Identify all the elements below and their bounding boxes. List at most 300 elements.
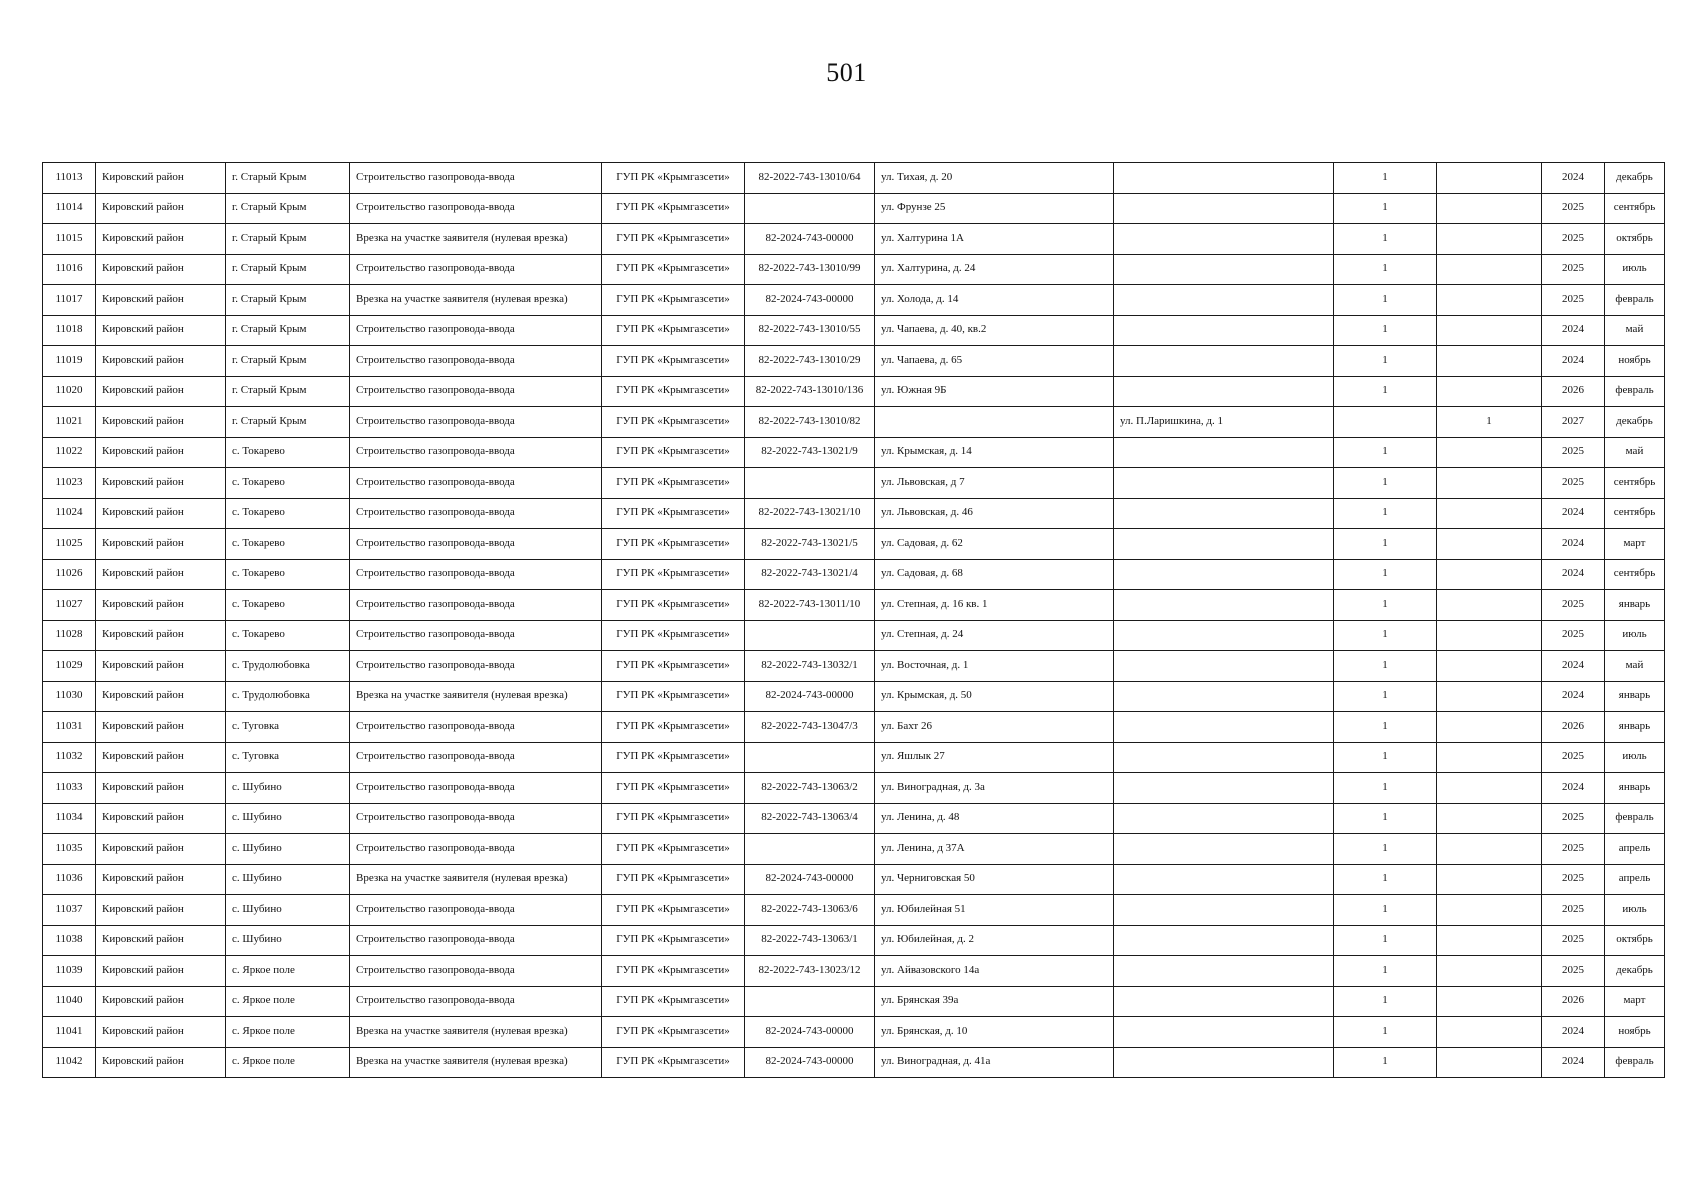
address-secondary-cell (1114, 224, 1334, 255)
tech-conditions-number-cell: 82-2022-743-13010/29 (745, 346, 875, 377)
quantity-cell: 1 (1334, 1017, 1437, 1048)
table-row (43, 498, 1665, 529)
tech-conditions-number-cell: 82-2024-743-00000 (745, 285, 875, 316)
organization-cell: ГУП РК «Крымгазсети» (602, 407, 745, 438)
work-type-cell: Врезка на участке заявителя (нулевая врезка) (350, 1017, 602, 1048)
month-cell: декабрь (1605, 956, 1665, 987)
year-cell: 2024 (1542, 681, 1605, 712)
tech-conditions-number-cell (745, 742, 875, 773)
tech-conditions-number-cell: 82-2022-743-13032/1 (745, 651, 875, 682)
work-type-cell: Строительство газопровода-ввода (350, 529, 602, 560)
address-cell: ул. Халтурина 1А (875, 224, 1114, 255)
month-cell: июль (1605, 254, 1665, 285)
address-cell: ул. Чапаева, д. 65 (875, 346, 1114, 377)
work-type-cell: Строительство газопровода-ввода (350, 315, 602, 346)
table-row (43, 895, 1665, 926)
district-cell: Кировский район (96, 925, 226, 956)
work-type-cell: Врезка на участке заявителя (нулевая врезка) (350, 681, 602, 712)
table-row (43, 864, 1665, 895)
address-cell (875, 407, 1114, 438)
quantity-secondary-cell (1437, 590, 1542, 621)
district-cell: Кировский район (96, 712, 226, 743)
tech-conditions-number-cell: 82-2022-743-13011/10 (745, 590, 875, 621)
month-cell: октябрь (1605, 224, 1665, 255)
work-type-cell: Строительство газопровода-ввода (350, 956, 602, 987)
month-cell: сентябрь (1605, 559, 1665, 590)
tech-conditions-number-cell: 82-2022-743-13021/4 (745, 559, 875, 590)
address-cell: ул. Брянская 39а (875, 986, 1114, 1017)
quantity-secondary-cell (1437, 468, 1542, 499)
locality-cell: с. Токарево (226, 437, 350, 468)
quantity-secondary-cell (1437, 376, 1542, 407)
row-number: 11026 (43, 559, 96, 590)
year-cell: 2024 (1542, 529, 1605, 560)
table-row (43, 620, 1665, 651)
work-type-cell: Врезка на участке заявителя (нулевая врезка) (350, 864, 602, 895)
work-type-cell: Строительство газопровода-ввода (350, 834, 602, 865)
row-number: 11041 (43, 1017, 96, 1048)
address-cell: ул. Халтурина, д. 24 (875, 254, 1114, 285)
month-cell: февраль (1605, 1047, 1665, 1078)
row-number: 11022 (43, 437, 96, 468)
address-secondary-cell (1114, 895, 1334, 926)
quantity-cell: 1 (1334, 590, 1437, 621)
locality-cell: г. Старый Крым (226, 285, 350, 316)
district-cell: Кировский район (96, 651, 226, 682)
work-type-cell: Строительство газопровода-ввода (350, 925, 602, 956)
quantity-secondary-cell (1437, 193, 1542, 224)
month-cell: апрель (1605, 834, 1665, 865)
row-number: 11039 (43, 956, 96, 987)
district-cell: Кировский район (96, 1017, 226, 1048)
table-row (43, 956, 1665, 987)
district-cell: Кировский район (96, 315, 226, 346)
row-number: 11019 (43, 346, 96, 377)
tech-conditions-number-cell: 82-2022-743-13010/64 (745, 163, 875, 194)
address-cell: ул. Львовская, д 7 (875, 468, 1114, 499)
locality-cell: с. Туговка (226, 712, 350, 743)
address-secondary-cell (1114, 376, 1334, 407)
address-cell: ул. Черниговская 50 (875, 864, 1114, 895)
tech-conditions-number-cell (745, 468, 875, 499)
table-row (43, 163, 1665, 194)
quantity-secondary-cell (1437, 315, 1542, 346)
work-type-cell: Врезка на участке заявителя (нулевая врезка) (350, 1047, 602, 1078)
row-number: 11027 (43, 590, 96, 621)
month-cell: январь (1605, 712, 1665, 743)
organization-cell: ГУП РК «Крымгазсети» (602, 956, 745, 987)
year-cell: 2025 (1542, 895, 1605, 926)
organization-cell: ГУП РК «Крымгазсети» (602, 193, 745, 224)
tech-conditions-number-cell: 82-2024-743-00000 (745, 864, 875, 895)
address-secondary-cell (1114, 864, 1334, 895)
year-cell: 2025 (1542, 864, 1605, 895)
quantity-secondary-cell (1437, 437, 1542, 468)
row-number: 11031 (43, 712, 96, 743)
row-number: 11033 (43, 773, 96, 804)
address-secondary-cell (1114, 163, 1334, 194)
row-number: 11021 (43, 407, 96, 438)
month-cell: ноябрь (1605, 1017, 1665, 1048)
month-cell: ноябрь (1605, 346, 1665, 377)
year-cell: 2026 (1542, 376, 1605, 407)
row-number: 11038 (43, 925, 96, 956)
address-secondary-cell (1114, 468, 1334, 499)
locality-cell: с. Токарево (226, 498, 350, 529)
work-type-cell: Строительство газопровода-ввода (350, 773, 602, 804)
quantity-secondary-cell (1437, 651, 1542, 682)
work-type-cell: Строительство газопровода-ввода (350, 742, 602, 773)
table-row (43, 651, 1665, 682)
year-cell: 2024 (1542, 1017, 1605, 1048)
year-cell: 2027 (1542, 407, 1605, 438)
row-number: 11015 (43, 224, 96, 255)
table-row (43, 681, 1665, 712)
quantity-secondary-cell (1437, 529, 1542, 560)
district-cell: Кировский район (96, 681, 226, 712)
address-cell: ул. Ленина, д 37А (875, 834, 1114, 865)
quantity-secondary-cell (1437, 559, 1542, 590)
work-type-cell: Строительство газопровода-ввода (350, 803, 602, 834)
row-number: 11020 (43, 376, 96, 407)
address-secondary-cell: ул. П.Ларишкина, д. 1 (1114, 407, 1334, 438)
tech-conditions-number-cell: 82-2022-743-13010/136 (745, 376, 875, 407)
locality-cell: с. Туговка (226, 742, 350, 773)
tech-conditions-number-cell: 82-2022-743-13047/3 (745, 712, 875, 743)
year-cell: 2026 (1542, 986, 1605, 1017)
address-cell: ул. Степная, д. 24 (875, 620, 1114, 651)
address-cell: ул. Юбилейная, д. 2 (875, 925, 1114, 956)
month-cell: март (1605, 529, 1665, 560)
row-number: 11032 (43, 742, 96, 773)
district-cell: Кировский район (96, 407, 226, 438)
locality-cell: с. Яркое поле (226, 1047, 350, 1078)
quantity-cell: 1 (1334, 559, 1437, 590)
district-cell: Кировский район (96, 437, 226, 468)
table-row (43, 1047, 1665, 1078)
address-cell: ул. Крымская, д. 50 (875, 681, 1114, 712)
tech-conditions-number-cell: 82-2024-743-00000 (745, 224, 875, 255)
organization-cell: ГУП РК «Крымгазсети» (602, 498, 745, 529)
work-type-cell: Строительство газопровода-ввода (350, 498, 602, 529)
address-secondary-cell (1114, 437, 1334, 468)
organization-cell: ГУП РК «Крымгазсети» (602, 1047, 745, 1078)
quantity-cell: 1 (1334, 498, 1437, 529)
organization-cell: ГУП РК «Крымгазсети» (602, 590, 745, 621)
address-secondary-cell (1114, 834, 1334, 865)
month-cell: май (1605, 315, 1665, 346)
address-secondary-cell (1114, 1017, 1334, 1048)
tech-conditions-number-cell: 82-2022-743-13063/4 (745, 803, 875, 834)
locality-cell: г. Старый Крым (226, 315, 350, 346)
address-cell: ул. Львовская, д. 46 (875, 498, 1114, 529)
tech-conditions-number-cell: 82-2022-743-13010/82 (745, 407, 875, 438)
month-cell: февраль (1605, 376, 1665, 407)
address-secondary-cell (1114, 651, 1334, 682)
table-row (43, 1017, 1665, 1048)
locality-cell: с. Токарево (226, 590, 350, 621)
locality-cell: с. Токарево (226, 559, 350, 590)
address-secondary-cell (1114, 620, 1334, 651)
organization-cell: ГУП РК «Крымгазсети» (602, 315, 745, 346)
row-number: 11028 (43, 620, 96, 651)
tech-conditions-number-cell: 82-2022-743-13010/55 (745, 315, 875, 346)
row-number: 11013 (43, 163, 96, 194)
month-cell: май (1605, 437, 1665, 468)
address-cell: ул. Тихая, д. 20 (875, 163, 1114, 194)
month-cell: июль (1605, 742, 1665, 773)
quantity-secondary-cell (1437, 712, 1542, 743)
address-secondary-cell (1114, 254, 1334, 285)
tech-conditions-number-cell: 82-2022-743-13021/10 (745, 498, 875, 529)
quantity-cell: 1 (1334, 681, 1437, 712)
table-row (43, 315, 1665, 346)
locality-cell: г. Старый Крым (226, 407, 350, 438)
district-cell: Кировский район (96, 529, 226, 560)
organization-cell: ГУП РК «Крымгазсети» (602, 925, 745, 956)
tech-conditions-number-cell: 82-2022-743-13063/1 (745, 925, 875, 956)
organization-cell: ГУП РК «Крымгазсети» (602, 681, 745, 712)
address-cell: ул. Чапаева, д. 40, кв.2 (875, 315, 1114, 346)
work-type-cell: Строительство газопровода-ввода (350, 193, 602, 224)
locality-cell: с. Шубино (226, 803, 350, 834)
year-cell: 2024 (1542, 498, 1605, 529)
organization-cell: ГУП РК «Крымгазсети» (602, 712, 745, 743)
address-cell: ул. Бахт 26 (875, 712, 1114, 743)
address-secondary-cell (1114, 193, 1334, 224)
tech-conditions-number-cell: 82-2022-743-13023/12 (745, 956, 875, 987)
address-secondary-cell (1114, 925, 1334, 956)
organization-cell: ГУП РК «Крымгазсети» (602, 864, 745, 895)
month-cell: сентябрь (1605, 468, 1665, 499)
quantity-secondary-cell (1437, 681, 1542, 712)
work-type-cell: Строительство газопровода-ввода (350, 468, 602, 499)
organization-cell: ГУП РК «Крымгазсети» (602, 468, 745, 499)
district-cell: Кировский район (96, 986, 226, 1017)
table-row (43, 468, 1665, 499)
month-cell: сентябрь (1605, 193, 1665, 224)
district-cell: Кировский район (96, 346, 226, 377)
address-secondary-cell (1114, 559, 1334, 590)
quantity-cell (1334, 407, 1437, 438)
address-cell: ул. Крымская, д. 14 (875, 437, 1114, 468)
quantity-cell: 1 (1334, 285, 1437, 316)
quantity-cell: 1 (1334, 742, 1437, 773)
row-number: 11034 (43, 803, 96, 834)
work-type-cell: Строительство газопровода-ввода (350, 346, 602, 377)
quantity-secondary-cell (1437, 803, 1542, 834)
district-cell: Кировский район (96, 285, 226, 316)
district-cell: Кировский район (96, 498, 226, 529)
row-number: 11018 (43, 315, 96, 346)
address-cell: ул. Виноградная, д. 41а (875, 1047, 1114, 1078)
quantity-cell: 1 (1334, 986, 1437, 1017)
work-type-cell: Строительство газопровода-ввода (350, 620, 602, 651)
locality-cell: г. Старый Крым (226, 163, 350, 194)
quantity-cell: 1 (1334, 620, 1437, 651)
month-cell: октябрь (1605, 925, 1665, 956)
locality-cell: с. Яркое поле (226, 956, 350, 987)
locality-cell: с. Токарево (226, 468, 350, 499)
month-cell: апрель (1605, 864, 1665, 895)
quantity-secondary-cell (1437, 620, 1542, 651)
locality-cell: с. Яркое поле (226, 986, 350, 1017)
address-cell: ул. Юбилейная 51 (875, 895, 1114, 926)
quantity-cell: 1 (1334, 437, 1437, 468)
work-type-cell: Строительство газопровода-ввода (350, 895, 602, 926)
row-number: 11042 (43, 1047, 96, 1078)
address-secondary-cell (1114, 986, 1334, 1017)
district-cell: Кировский район (96, 864, 226, 895)
quantity-secondary-cell: 1 (1437, 407, 1542, 438)
gasification-schedule-table (42, 162, 1665, 1078)
address-cell: ул. Садовая, д. 68 (875, 559, 1114, 590)
table-row (43, 254, 1665, 285)
tech-conditions-number-cell (745, 986, 875, 1017)
locality-cell: с. Шубино (226, 925, 350, 956)
organization-cell: ГУП РК «Крымгазсети» (602, 742, 745, 773)
quantity-cell: 1 (1334, 224, 1437, 255)
quantity-cell: 1 (1334, 1047, 1437, 1078)
table-row (43, 712, 1665, 743)
quantity-secondary-cell (1437, 285, 1542, 316)
table-row (43, 193, 1665, 224)
locality-cell: с. Токарево (226, 620, 350, 651)
work-type-cell: Врезка на участке заявителя (нулевая врезка) (350, 224, 602, 255)
quantity-secondary-cell (1437, 163, 1542, 194)
district-cell: Кировский район (96, 956, 226, 987)
year-cell: 2025 (1542, 803, 1605, 834)
quantity-secondary-cell (1437, 1017, 1542, 1048)
address-cell: ул. Айвазовского 14а (875, 956, 1114, 987)
district-cell: Кировский район (96, 590, 226, 621)
address-secondary-cell (1114, 773, 1334, 804)
address-secondary-cell (1114, 1047, 1334, 1078)
organization-cell: ГУП РК «Крымгазсети» (602, 773, 745, 804)
quantity-secondary-cell (1437, 956, 1542, 987)
work-type-cell: Строительство газопровода-ввода (350, 376, 602, 407)
quantity-cell: 1 (1334, 315, 1437, 346)
address-cell: ул. Садовая, д. 62 (875, 529, 1114, 560)
locality-cell: с. Токарево (226, 529, 350, 560)
tech-conditions-number-cell (745, 834, 875, 865)
quantity-cell: 1 (1334, 651, 1437, 682)
year-cell: 2024 (1542, 773, 1605, 804)
tech-conditions-number-cell: 82-2022-743-13010/99 (745, 254, 875, 285)
year-cell: 2024 (1542, 559, 1605, 590)
locality-cell: г. Старый Крым (226, 346, 350, 377)
organization-cell: ГУП РК «Крымгазсети» (602, 529, 745, 560)
year-cell: 2025 (1542, 437, 1605, 468)
organization-cell: ГУП РК «Крымгазсети» (602, 437, 745, 468)
address-cell: ул. Степная, д. 16 кв. 1 (875, 590, 1114, 621)
organization-cell: ГУП РК «Крымгазсети» (602, 559, 745, 590)
locality-cell: с. Шубино (226, 895, 350, 926)
work-type-cell: Строительство газопровода-ввода (350, 163, 602, 194)
month-cell: январь (1605, 590, 1665, 621)
quantity-cell: 1 (1334, 376, 1437, 407)
work-type-cell: Строительство газопровода-ввода (350, 986, 602, 1017)
year-cell: 2025 (1542, 468, 1605, 499)
row-number: 11035 (43, 834, 96, 865)
year-cell: 2025 (1542, 956, 1605, 987)
year-cell: 2026 (1542, 712, 1605, 743)
table-row (43, 346, 1665, 377)
tech-conditions-number-cell: 82-2024-743-00000 (745, 681, 875, 712)
district-cell: Кировский район (96, 468, 226, 499)
work-type-cell: Строительство газопровода-ввода (350, 437, 602, 468)
address-cell: ул. Южная 9Б (875, 376, 1114, 407)
organization-cell: ГУП РК «Крымгазсети» (602, 376, 745, 407)
year-cell: 2024 (1542, 346, 1605, 377)
tech-conditions-number-cell: 82-2024-743-00000 (745, 1017, 875, 1048)
quantity-secondary-cell (1437, 742, 1542, 773)
address-secondary-cell (1114, 529, 1334, 560)
district-cell: Кировский район (96, 773, 226, 804)
tech-conditions-number-cell: 82-2022-743-13021/9 (745, 437, 875, 468)
tech-conditions-number-cell: 82-2022-743-13063/2 (745, 773, 875, 804)
address-cell: ул. Холода, д. 14 (875, 285, 1114, 316)
work-type-cell: Строительство газопровода-ввода (350, 559, 602, 590)
quantity-cell: 1 (1334, 834, 1437, 865)
district-cell: Кировский район (96, 1047, 226, 1078)
quantity-cell: 1 (1334, 864, 1437, 895)
district-cell: Кировский район (96, 559, 226, 590)
tech-conditions-number-cell: 82-2022-743-13021/5 (745, 529, 875, 560)
year-cell: 2025 (1542, 193, 1605, 224)
year-cell: 2024 (1542, 315, 1605, 346)
table-row (43, 407, 1665, 438)
quantity-cell: 1 (1334, 925, 1437, 956)
year-cell: 2025 (1542, 590, 1605, 621)
address-secondary-cell (1114, 712, 1334, 743)
quantity-secondary-cell (1437, 346, 1542, 377)
quantity-cell: 1 (1334, 163, 1437, 194)
year-cell: 2024 (1542, 163, 1605, 194)
address-secondary-cell (1114, 498, 1334, 529)
tech-conditions-number-cell: 82-2022-743-13063/6 (745, 895, 875, 926)
table-row (43, 285, 1665, 316)
district-cell: Кировский район (96, 742, 226, 773)
address-secondary-cell (1114, 285, 1334, 316)
table-row (43, 529, 1665, 560)
quantity-secondary-cell (1437, 986, 1542, 1017)
address-secondary-cell (1114, 956, 1334, 987)
month-cell: декабрь (1605, 163, 1665, 194)
quantity-cell: 1 (1334, 468, 1437, 499)
quantity-cell: 1 (1334, 956, 1437, 987)
year-cell: 2024 (1542, 651, 1605, 682)
quantity-cell: 1 (1334, 254, 1437, 285)
row-number: 11037 (43, 895, 96, 926)
quantity-secondary-cell (1437, 895, 1542, 926)
quantity-secondary-cell (1437, 498, 1542, 529)
district-cell: Кировский район (96, 254, 226, 285)
quantity-secondary-cell (1437, 864, 1542, 895)
district-cell: Кировский район (96, 163, 226, 194)
table-row (43, 834, 1665, 865)
table-row (43, 742, 1665, 773)
quantity-secondary-cell (1437, 254, 1542, 285)
month-cell: январь (1605, 681, 1665, 712)
row-number: 11040 (43, 986, 96, 1017)
page-number: 501 (826, 58, 867, 87)
quantity-cell: 1 (1334, 712, 1437, 743)
organization-cell: ГУП РК «Крымгазсети» (602, 254, 745, 285)
row-number: 11036 (43, 864, 96, 895)
address-cell: ул. Виноградная, д. 3а (875, 773, 1114, 804)
district-cell: Кировский район (96, 895, 226, 926)
